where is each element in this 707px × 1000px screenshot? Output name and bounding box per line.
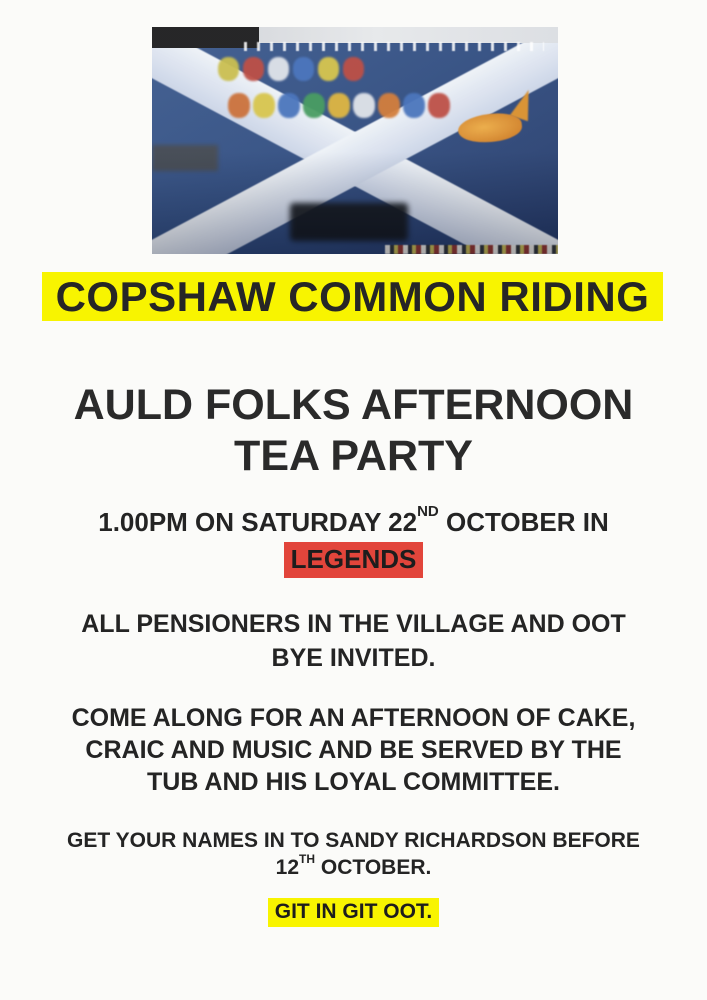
foam-letter-blob — [343, 57, 364, 81]
foam-letter-blob — [318, 57, 339, 81]
foam-letter-blob — [278, 93, 300, 118]
description-line: TUB AND HIS LOYAL COMMITTEE. — [147, 768, 560, 796]
ordinal-superscript: TH — [299, 852, 316, 866]
event-heading-line: TEA PARTY — [234, 432, 473, 480]
foam-letter-blob — [328, 93, 350, 118]
venue-line — [0, 539, 707, 578]
rsvp-line: GET YOUR NAMES IN TO SANDY RICHARDSON BEFORE — [67, 829, 640, 852]
description-line: COME ALONG FOR AN AFTERNOON OF CAKE, — [71, 704, 636, 732]
foam-letter-blob — [253, 93, 275, 118]
datetime-line: 1.00PM ON SATURDAY 22ND OCTOBER IN — [98, 503, 609, 537]
title-band — [42, 272, 663, 321]
foam-letter-blob — [378, 93, 400, 118]
description-block — [0, 702, 707, 798]
rsvp-block — [0, 827, 707, 881]
foam-letter-blob — [268, 57, 289, 81]
description-line: CRAIC AND MUSIC AND BE SERVED BY THE — [85, 736, 622, 764]
foam-letter-blob — [293, 57, 314, 81]
saltire-flag-photo — [152, 27, 558, 254]
foam-letter-blob — [218, 57, 239, 81]
foam-letter-blob — [428, 93, 450, 118]
event-heading-line: AULD FOLKS AFTERNOON — [73, 381, 634, 429]
dark-blob — [290, 203, 408, 241]
foam-letter-blob — [353, 93, 375, 118]
venue-highlight: LEGENDS — [284, 542, 424, 578]
page-title: COPSHAW COMMON RIDING — [55, 272, 650, 320]
ordinal-superscript: ND — [417, 503, 439, 520]
invite-line: ALL PENSIONERS IN THE VILLAGE AND OOT — [81, 610, 626, 638]
foam-letter-blob — [243, 57, 264, 81]
bunting-lights-icon — [385, 245, 558, 254]
dark-bar — [152, 27, 259, 48]
foam-letter-blob — [228, 93, 250, 118]
invite-block — [0, 607, 707, 675]
invite-line: BYE INVITED. — [271, 644, 436, 672]
datetime-block — [0, 503, 707, 578]
foam-letter-blob — [303, 93, 325, 118]
dark-smudge — [152, 145, 218, 171]
rsvp-line: 12TH OCTOBER. — [275, 852, 432, 879]
footer-slogan: GIT IN GIT OOT. — [268, 898, 440, 927]
foam-letter-blob — [403, 93, 425, 118]
bunting-flags-icon — [244, 42, 544, 51]
footer-line — [0, 898, 707, 927]
event-heading — [0, 380, 707, 482]
